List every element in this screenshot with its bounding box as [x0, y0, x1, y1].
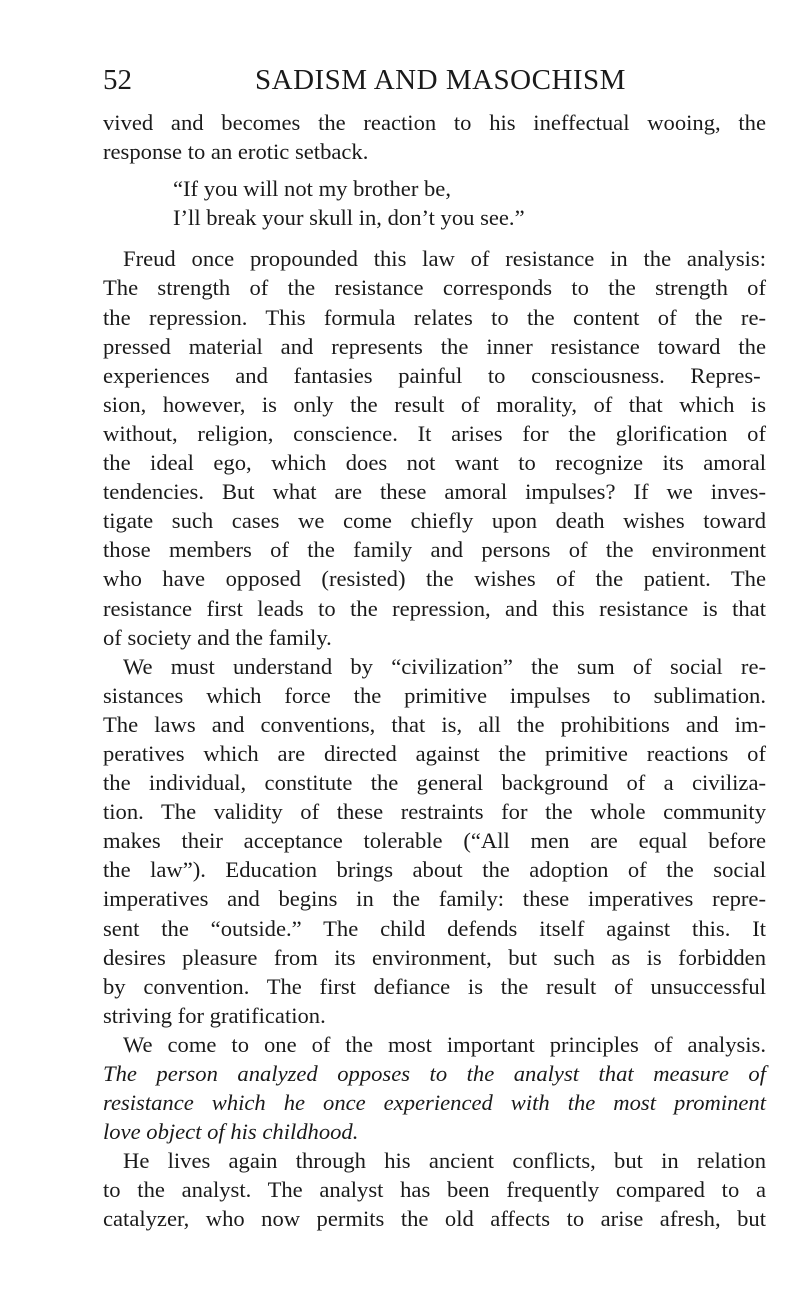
- text-line: tendencies. But what are these amoral impulses? If we inves-: [103, 479, 766, 505]
- verse-quote: [103, 174, 766, 232]
- text-line: desires pleasure from its environment, but such as is forbidden: [103, 944, 766, 970]
- text-line: We must understand by “civilization” the sum of social re-: [123, 653, 766, 679]
- text-line: the repression. This formula relates to the content of the re-: [103, 304, 766, 330]
- text-line: those members of the family and persons of the environment: [103, 537, 766, 563]
- italic-text-line: The person analyzed opposes to the analyst that measure of: [103, 1061, 766, 1086]
- text-line: response to an erotic setback.: [103, 139, 369, 165]
- text-line: pressed material and represents the inner resistance toward the: [103, 333, 766, 359]
- text-line: makes their acceptance tolerable (“All men are equal before: [103, 828, 766, 854]
- text-line: The laws and conventions, that is, all the prohibitions and im-: [103, 711, 766, 737]
- text-line: the individual, constitute the general background of a civiliza-: [103, 770, 766, 796]
- paragraph-2: [103, 244, 766, 651]
- text-line: vived and becomes the reaction to his ineffectual wooing, the: [103, 110, 766, 135]
- text-line: tion. The validity of these restraints for the whole community: [103, 799, 766, 825]
- paragraph-3: [103, 652, 766, 1030]
- text-line: the ideal ego, which does not want to recognize its amoral: [103, 450, 766, 476]
- verse-line: “If you will not my brother be,: [173, 176, 451, 202]
- text-line: to the analyst. The analyst has been frequently compared to a: [103, 1177, 766, 1203]
- text-line: striving for gratification.: [103, 1002, 326, 1028]
- text-line: peratives which are directed against the primitive reactions of: [103, 740, 766, 766]
- book-page: [103, 60, 766, 1234]
- text-line: experiences and fantasies painful to consciousness. Repres-: [103, 362, 761, 388]
- text-line: He lives again through his ancient conflicts, but in relation: [123, 1148, 766, 1174]
- verse-line: I’ll break your skull in, don’t you see.”: [173, 205, 525, 231]
- text-line: Freud once propounded this law of resistance in the analysis:: [123, 246, 766, 272]
- text-line: imperatives and begins in the family: these imperatives repre-: [103, 886, 766, 912]
- page-header: [103, 60, 766, 108]
- paragraph-1: [103, 108, 766, 166]
- text-line: sent the “outside.” The child defends itself against this. It: [103, 915, 766, 941]
- text-line: sion, however, is only the result of morality, of that which is: [103, 391, 766, 417]
- text-line: tigate such cases we come chiefly upon death wishes toward: [103, 508, 766, 534]
- text-line: We come to one of the most important principles of analysis.: [123, 1031, 766, 1057]
- text-line: sistances which force the primitive impulses to sublimation.: [103, 682, 766, 708]
- text-line: resistance first leads to the repression, and this resistance is that: [103, 595, 766, 621]
- paragraph-4: [103, 1030, 766, 1146]
- italic-text-line: love object of his childhood.: [103, 1119, 359, 1145]
- italic-text-line: resistance which he once experienced with the most prominent: [103, 1090, 766, 1116]
- text-line: who have opposed (resisted) the wishes of the patient. The: [103, 566, 766, 592]
- text-line: the law”). Education brings about the adoption of the social: [103, 857, 766, 883]
- text-line: without, religion, conscience. It arises for the glorification of: [103, 420, 766, 446]
- text-line: catalyzer, who now permits the old affects to arise afresh, but: [103, 1206, 766, 1232]
- page-number: 52: [103, 64, 132, 96]
- text-line: by convention. The first defiance is the result of unsuccessful: [103, 973, 766, 999]
- text-line: The strength of the resistance corresponds to the strength of: [103, 275, 766, 301]
- text-line: of society and the family.: [103, 624, 332, 650]
- running-head: SADISM AND MASOCHISM: [255, 64, 626, 96]
- paragraph-5: [103, 1146, 766, 1233]
